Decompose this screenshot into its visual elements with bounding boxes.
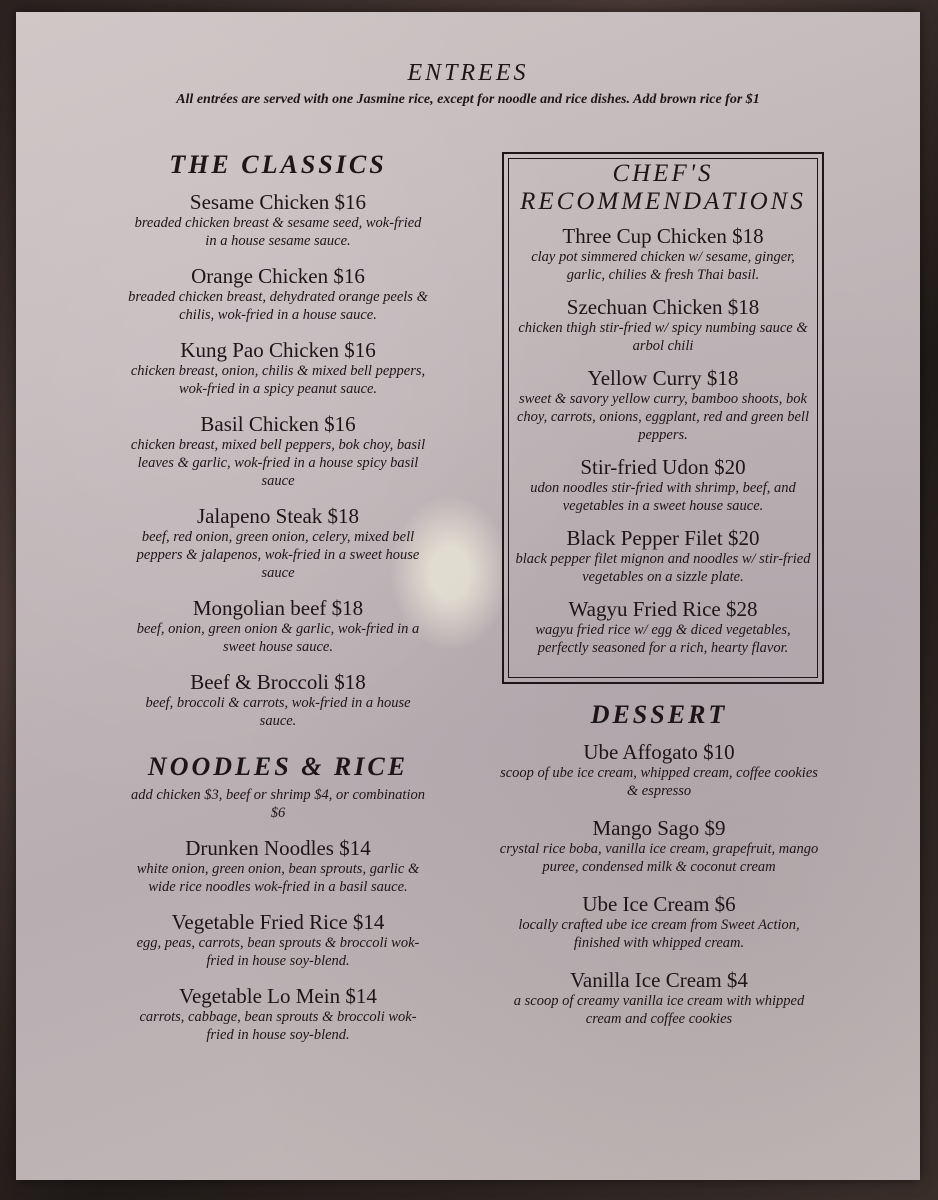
left-column bbox=[128, 150, 428, 1058]
chefs-recommendations-box bbox=[502, 152, 824, 684]
item-description: chicken breast, onion, chilis & mixed bell peppers, wok-fried in a spicy peanut sauce. bbox=[130, 363, 426, 397]
menu-item bbox=[128, 984, 428, 1044]
item-description: clay pot simmered chicken w/ sesame, ginger, garlic, chilies & fresh Thai basil. bbox=[531, 249, 795, 283]
menu-item bbox=[128, 504, 428, 582]
menu-item bbox=[128, 910, 428, 970]
item-name: Black Pepper Filet $20 bbox=[566, 526, 760, 550]
item-name: Vegetable Fried Rice $14 bbox=[171, 910, 385, 934]
menu-item bbox=[514, 366, 812, 444]
item-name: Vegetable Lo Mein $14 bbox=[179, 984, 377, 1008]
menu-item bbox=[498, 816, 820, 876]
item-description: black pepper filet mignon and noodles w/ stir-fried vegetables on a sizzle plate. bbox=[515, 551, 811, 585]
item-description: beef, red onion, green onion, celery, mixed bell peppers & jalapenos, wok-fried in a sweet house sauce bbox=[136, 529, 420, 581]
item-name: Ube Ice Cream $6 bbox=[582, 892, 736, 916]
item-description: udon noodles stir-fried with shrimp, beef, and vegetables in a sweet house sauce. bbox=[530, 480, 796, 514]
item-name: Stir-fried Udon $20 bbox=[580, 455, 746, 479]
menu-item bbox=[498, 892, 820, 952]
entrees-note: All entrées are served with one Jasmine rice, except for noodle and rice dishes. Add brown rice for $1 bbox=[176, 92, 760, 107]
menu-item bbox=[514, 597, 812, 657]
item-name: Mango Sago $9 bbox=[592, 816, 726, 840]
chef-title-line1: CHEF'S bbox=[612, 160, 714, 187]
menu-item bbox=[514, 526, 812, 586]
menu-page bbox=[16, 12, 920, 1180]
menu-item bbox=[498, 740, 820, 800]
menu-item bbox=[128, 836, 428, 896]
item-name: Drunken Noodles $14 bbox=[185, 836, 371, 860]
item-description: breaded chicken breast & sesame seed, wok-fried in a house sesame sauce. bbox=[134, 215, 422, 249]
menu-item bbox=[128, 264, 428, 324]
item-description: chicken thigh stir-fried w/ spicy numbing sauce & arbol chili bbox=[518, 320, 808, 354]
item-name: Three Cup Chicken $18 bbox=[562, 224, 764, 248]
item-description: wagyu fried rice w/ egg & diced vegetables, perfectly seasoned for a rich, hearty flavor. bbox=[535, 622, 791, 656]
item-description: sweet & savory yellow curry, bamboo shoots, bok choy, carrots, onions, eggplant, red and green bell peppers. bbox=[517, 391, 809, 443]
item-name: Ube Affogato $10 bbox=[583, 740, 735, 764]
item-description: breaded chicken breast, dehydrated orange peels & chilis, wok-fried in a house sauce. bbox=[128, 289, 428, 323]
item-name: Basil Chicken $16 bbox=[200, 412, 356, 436]
entrees-title: ENTREES bbox=[407, 60, 529, 86]
item-description: beef, onion, green onion & garlic, wok-fried in a sweet house sauce. bbox=[136, 621, 420, 655]
menu-item bbox=[128, 190, 428, 250]
menu-item bbox=[514, 455, 812, 515]
item-description: scoop of ube ice cream, whipped cream, coffee cookies & espresso bbox=[500, 765, 818, 799]
item-description: carrots, cabbage, bean sprouts & broccoli wok-fried in house soy-blend. bbox=[139, 1009, 417, 1043]
chef-title-line2: RECOMMENDATIONS bbox=[520, 188, 806, 215]
item-name: Szechuan Chicken $18 bbox=[566, 295, 760, 319]
item-name: Vanilla Ice Cream $4 bbox=[570, 968, 748, 992]
item-name: Mongolian beef $18 bbox=[192, 596, 364, 620]
item-name: Kung Pao Chicken $16 bbox=[180, 338, 376, 362]
noodles-title: NOODLES & RICE bbox=[147, 752, 409, 781]
noodles-addon-note: add chicken $3, beef or shrimp $4, or combination $6 bbox=[131, 787, 425, 821]
dessert-section bbox=[498, 700, 820, 1044]
chefs-recommendations-title bbox=[514, 160, 812, 216]
item-name: Orange Chicken $16 bbox=[191, 264, 365, 288]
item-description: crystal rice boba, vanilla ice cream, grapefruit, mango puree, condensed milk & coconut cream bbox=[499, 841, 819, 875]
menu-item bbox=[128, 338, 428, 398]
menu-item bbox=[128, 670, 428, 730]
menu-item bbox=[128, 596, 428, 656]
menu-item bbox=[514, 224, 812, 284]
item-name: Sesame Chicken $16 bbox=[189, 190, 367, 214]
dessert-title: DESSERT bbox=[590, 700, 728, 729]
item-description: locally crafted ube ice cream from Sweet Action, finished with whipped cream. bbox=[518, 917, 800, 951]
item-name: Wagyu Fried Rice $28 bbox=[568, 597, 758, 621]
classics-title: THE CLASSICS bbox=[169, 150, 387, 179]
item-name: Beef & Broccoli $18 bbox=[190, 670, 366, 694]
item-description: a scoop of creamy vanilla ice cream with whipped cream and coffee cookies bbox=[513, 993, 805, 1027]
item-description: egg, peas, carrots, bean sprouts & broccoli wok-fried in house soy-blend. bbox=[136, 935, 420, 969]
item-name: Jalapeno Steak $18 bbox=[196, 504, 360, 528]
menu-item bbox=[128, 412, 428, 490]
item-description: beef, broccoli & carrots, wok-fried in a house sauce. bbox=[145, 695, 411, 729]
item-description: chicken breast, mixed bell peppers, bok choy, basil leaves & garlic, wok-fried in a house spicy basil sauce bbox=[130, 437, 426, 489]
item-name: Yellow Curry $18 bbox=[587, 366, 739, 390]
menu-item bbox=[498, 968, 820, 1028]
item-description: white onion, green onion, bean sprouts, garlic & wide rice noodles wok-fried in a basil sauce. bbox=[136, 861, 420, 895]
menu-item bbox=[514, 295, 812, 355]
